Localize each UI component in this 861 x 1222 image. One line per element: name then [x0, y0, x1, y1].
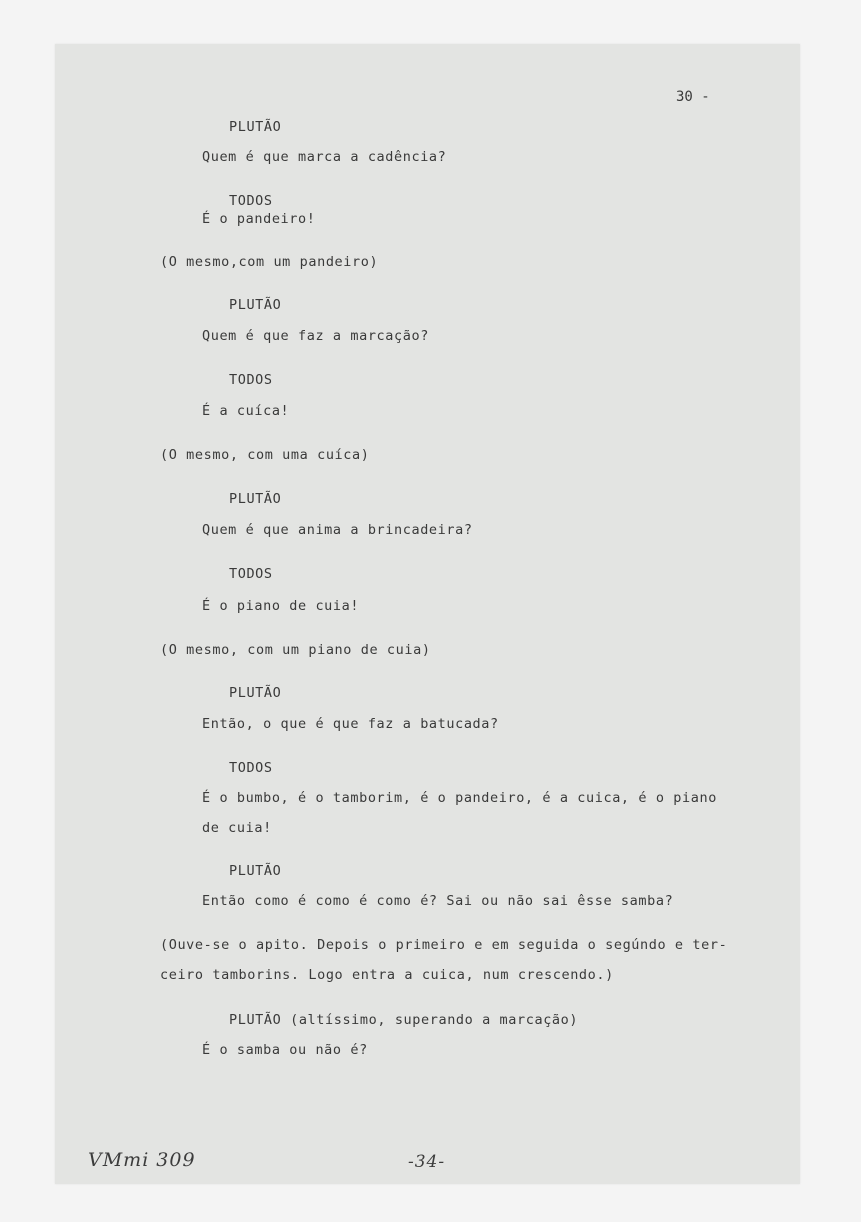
- script-line: PLUTÃO: [229, 685, 282, 701]
- script-line: PLUTÃO (altíssimo, superando a marcação): [229, 1012, 579, 1028]
- script-line: Então como é como é como é? Sai ou não sai êsse samba?: [202, 893, 674, 909]
- script-line: PLUTÃO: [229, 491, 282, 507]
- script-line: Quem é que faz a marcação?: [202, 328, 429, 344]
- script-line: (O mesmo, com uma cuíca): [160, 447, 370, 463]
- script-line: É o piano de cuia!: [202, 598, 360, 614]
- script-line: Quem é que marca a cadência?: [202, 149, 447, 165]
- script-line: Quem é que anima a brincadeira?: [202, 522, 473, 538]
- script-line: ceiro tamborins. Logo entra a cuica, num crescendo.): [160, 967, 614, 983]
- script-line: TODOS: [229, 193, 273, 209]
- script-line: Então, o que é que faz a batucada?: [202, 716, 499, 732]
- script-line: É o pandeiro!: [202, 211, 316, 227]
- script-line: PLUTÃO: [229, 297, 282, 313]
- page-number: 30 -: [676, 89, 710, 105]
- script-line: TODOS: [229, 760, 273, 776]
- script-line: TODOS: [229, 372, 273, 388]
- script-line: (O mesmo, com um piano de cuia): [160, 642, 431, 658]
- script-line: (Ouve-se o apito. Depois o primeiro e em seguida o segúndo e ter-: [160, 937, 728, 953]
- script-line: PLUTÃO: [229, 119, 282, 135]
- script-line: É o bumbo, é o tamborim, é o pandeiro, é a cuica, é o piano: [202, 790, 717, 806]
- script-line: PLUTÃO: [229, 863, 282, 879]
- script-line: de cuia!: [202, 820, 272, 836]
- script-line: (O mesmo,com um pandeiro): [160, 254, 379, 270]
- script-line: TODOS: [229, 566, 273, 582]
- script-line: É a cuíca!: [202, 403, 290, 419]
- handwritten-reference: VMmi 309: [88, 1149, 196, 1171]
- script-line: É o samba ou não é?: [202, 1042, 368, 1058]
- handwritten-page-number: -34-: [408, 1152, 446, 1172]
